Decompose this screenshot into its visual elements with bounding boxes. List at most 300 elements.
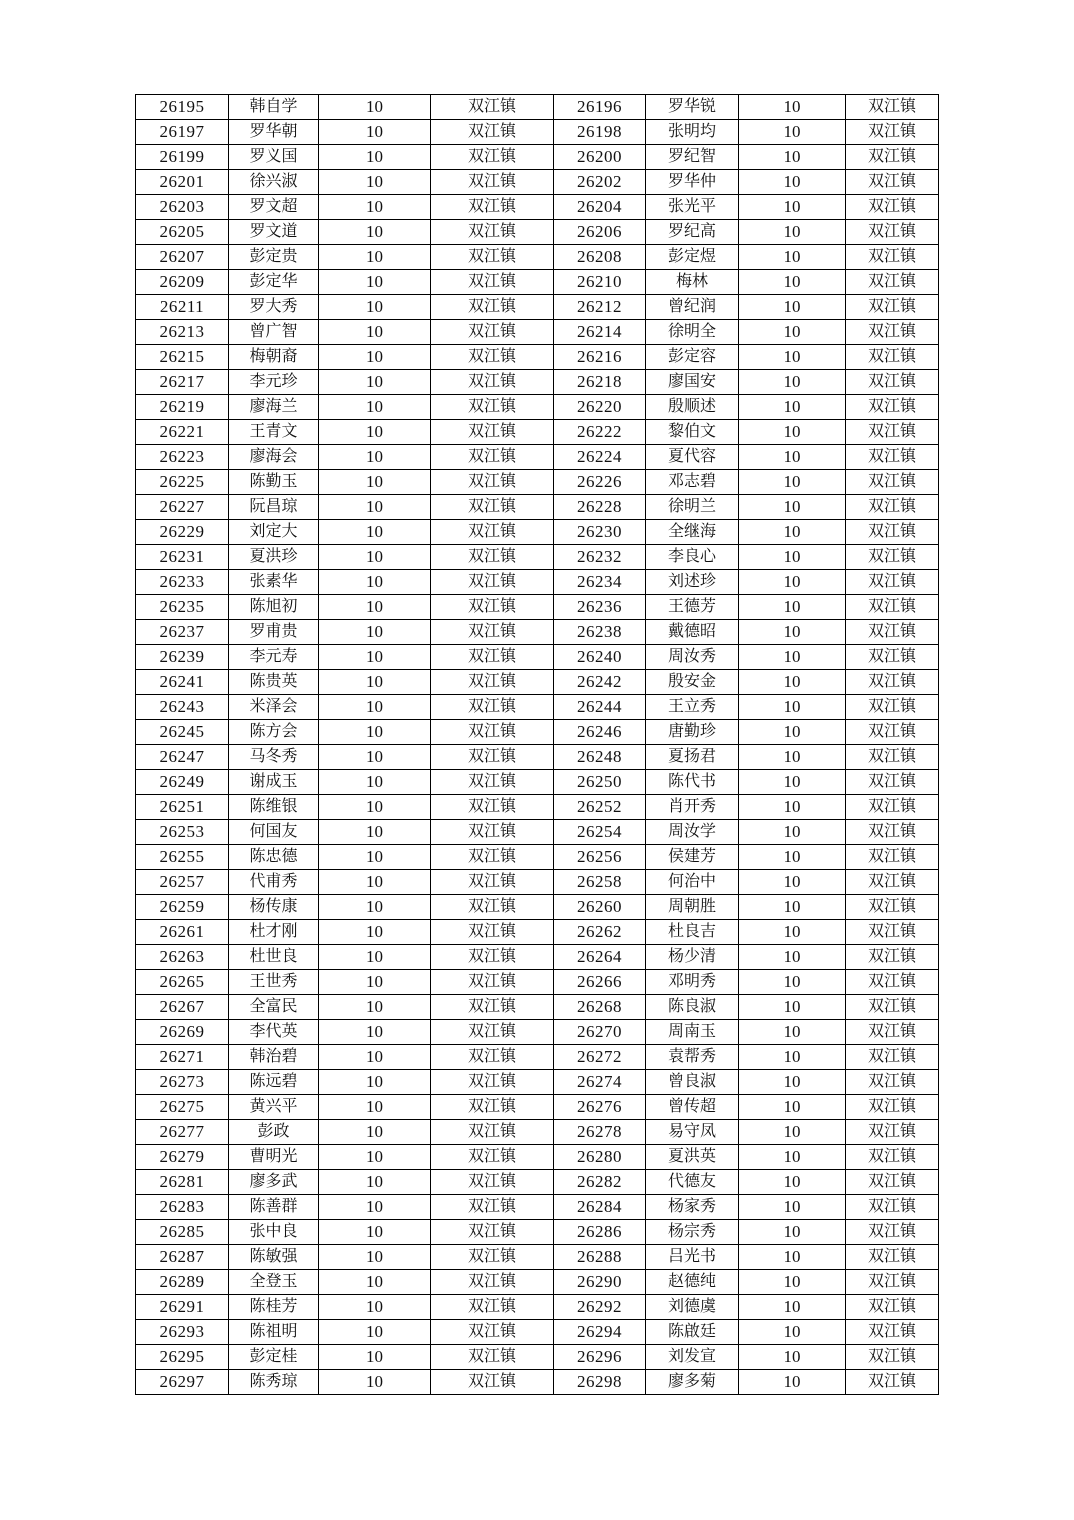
roster-table-body [136, 95, 939, 1395]
cell-id: 26297 [136, 1370, 229, 1395]
table-row [136, 945, 939, 970]
cell-amount: 10 [739, 820, 846, 845]
cell-amount: 10 [739, 245, 846, 270]
cell-town: 双江镇 [431, 345, 554, 370]
cell-id: 26196 [554, 95, 646, 120]
cell-amount: 10 [739, 1145, 846, 1170]
cell-name: 陈桂芳 [229, 1295, 319, 1320]
cell-id: 26249 [136, 770, 229, 795]
table-row [136, 195, 939, 220]
cell-name: 梅林 [646, 270, 739, 295]
cell-id: 26217 [136, 370, 229, 395]
cell-id: 26199 [136, 145, 229, 170]
cell-id: 26254 [554, 820, 646, 845]
cell-id: 26269 [136, 1020, 229, 1045]
table-row [136, 245, 939, 270]
cell-town: 双江镇 [846, 870, 939, 895]
cell-name: 罗纪智 [646, 145, 739, 170]
cell-name: 陈勤玉 [229, 470, 319, 495]
cell-name: 罗华仲 [646, 170, 739, 195]
cell-town: 双江镇 [846, 395, 939, 420]
table-row [136, 520, 939, 545]
cell-id: 26257 [136, 870, 229, 895]
cell-name: 王德芳 [646, 595, 739, 620]
cell-name: 杜才刚 [229, 920, 319, 945]
cell-id: 26256 [554, 845, 646, 870]
cell-town: 双江镇 [846, 1295, 939, 1320]
cell-amount: 10 [739, 145, 846, 170]
cell-name: 戴德昭 [646, 620, 739, 645]
cell-town: 双江镇 [846, 670, 939, 695]
cell-name: 邓明秀 [646, 970, 739, 995]
cell-amount: 10 [319, 370, 431, 395]
cell-town: 双江镇 [846, 470, 939, 495]
cell-name: 刘述珍 [646, 570, 739, 595]
cell-name: 米泽会 [229, 695, 319, 720]
cell-amount: 10 [319, 1220, 431, 1245]
cell-town: 双江镇 [431, 1095, 554, 1120]
cell-id: 26234 [554, 570, 646, 595]
cell-amount: 10 [319, 1270, 431, 1295]
cell-town: 双江镇 [431, 870, 554, 895]
cell-name: 刘定大 [229, 520, 319, 545]
cell-id: 26231 [136, 545, 229, 570]
cell-town: 双江镇 [431, 1220, 554, 1245]
cell-name: 周汝学 [646, 820, 739, 845]
cell-id: 26203 [136, 195, 229, 220]
cell-amount: 10 [319, 995, 431, 1020]
cell-amount: 10 [739, 545, 846, 570]
cell-town: 双江镇 [431, 620, 554, 645]
table-row [136, 595, 939, 620]
cell-name: 彭定贵 [229, 245, 319, 270]
cell-name: 全登玉 [229, 1270, 319, 1295]
cell-town: 双江镇 [431, 595, 554, 620]
cell-town: 双江镇 [846, 795, 939, 820]
cell-id: 26230 [554, 520, 646, 545]
cell-id: 26216 [554, 345, 646, 370]
cell-amount: 10 [739, 995, 846, 1020]
cell-amount: 10 [739, 120, 846, 145]
cell-town: 双江镇 [846, 520, 939, 545]
cell-id: 26237 [136, 620, 229, 645]
table-row [136, 445, 939, 470]
cell-town: 双江镇 [431, 895, 554, 920]
cell-name: 夏洪珍 [229, 545, 319, 570]
cell-town: 双江镇 [431, 545, 554, 570]
cell-amount: 10 [319, 945, 431, 970]
table-row [136, 1045, 939, 1070]
cell-name: 陈旭初 [229, 595, 319, 620]
cell-town: 双江镇 [431, 270, 554, 295]
cell-id: 26282 [554, 1170, 646, 1195]
cell-name: 杨家秀 [646, 1195, 739, 1220]
cell-name: 李元寿 [229, 645, 319, 670]
cell-amount: 10 [319, 1370, 431, 1395]
roster-table [135, 94, 939, 1395]
cell-id: 26278 [554, 1120, 646, 1145]
table-row [136, 220, 939, 245]
cell-town: 双江镇 [431, 95, 554, 120]
cell-name: 杨宗秀 [646, 1220, 739, 1245]
cell-id: 26245 [136, 720, 229, 745]
table-row [136, 1095, 939, 1120]
cell-name: 徐明全 [646, 320, 739, 345]
cell-name: 张素华 [229, 570, 319, 595]
cell-name: 彭定华 [229, 270, 319, 295]
cell-id: 26214 [554, 320, 646, 345]
cell-id: 26248 [554, 745, 646, 770]
cell-town: 双江镇 [431, 570, 554, 595]
cell-name: 张明均 [646, 120, 739, 145]
cell-name: 罗华锐 [646, 95, 739, 120]
cell-amount: 10 [739, 945, 846, 970]
cell-id: 26209 [136, 270, 229, 295]
cell-amount: 10 [319, 695, 431, 720]
cell-id: 26288 [554, 1245, 646, 1270]
cell-amount: 10 [319, 395, 431, 420]
cell-town: 双江镇 [431, 1370, 554, 1395]
cell-amount: 10 [319, 495, 431, 520]
cell-amount: 10 [739, 1295, 846, 1320]
cell-name: 韩自学 [229, 95, 319, 120]
cell-id: 26261 [136, 920, 229, 945]
cell-amount: 10 [319, 920, 431, 945]
cell-name: 徐明兰 [646, 495, 739, 520]
cell-name: 易守凤 [646, 1120, 739, 1145]
cell-id: 26279 [136, 1145, 229, 1170]
cell-town: 双江镇 [846, 120, 939, 145]
cell-town: 双江镇 [846, 595, 939, 620]
cell-id: 26273 [136, 1070, 229, 1095]
cell-name: 张光平 [646, 195, 739, 220]
table-row [136, 1145, 939, 1170]
cell-name: 廖多菊 [646, 1370, 739, 1395]
cell-town: 双江镇 [846, 1095, 939, 1120]
cell-town: 双江镇 [846, 920, 939, 945]
cell-id: 26224 [554, 445, 646, 470]
cell-id: 26258 [554, 870, 646, 895]
cell-name: 代德友 [646, 1170, 739, 1195]
cell-id: 26204 [554, 195, 646, 220]
cell-town: 双江镇 [431, 1270, 554, 1295]
cell-amount: 10 [739, 395, 846, 420]
cell-id: 26274 [554, 1070, 646, 1095]
cell-amount: 10 [739, 1370, 846, 1395]
cell-id: 26283 [136, 1195, 229, 1220]
cell-town: 双江镇 [431, 495, 554, 520]
table-row [136, 495, 939, 520]
cell-amount: 10 [739, 845, 846, 870]
cell-town: 双江镇 [431, 745, 554, 770]
cell-id: 26270 [554, 1020, 646, 1045]
cell-town: 双江镇 [846, 745, 939, 770]
table-row [136, 370, 939, 395]
table-row [136, 295, 939, 320]
cell-town: 双江镇 [431, 845, 554, 870]
cell-amount: 10 [739, 770, 846, 795]
cell-name: 周汝秀 [646, 645, 739, 670]
cell-amount: 10 [319, 170, 431, 195]
cell-amount: 10 [739, 495, 846, 520]
cell-town: 双江镇 [846, 495, 939, 520]
cell-town: 双江镇 [846, 1145, 939, 1170]
cell-id: 26260 [554, 895, 646, 920]
cell-id: 26247 [136, 745, 229, 770]
table-row [136, 620, 939, 645]
cell-amount: 10 [319, 1095, 431, 1120]
cell-id: 26202 [554, 170, 646, 195]
cell-amount: 10 [319, 595, 431, 620]
table-row [136, 320, 939, 345]
cell-amount: 10 [739, 1045, 846, 1070]
table-row [136, 745, 939, 770]
cell-name: 彭定容 [646, 345, 739, 370]
cell-id: 26228 [554, 495, 646, 520]
cell-town: 双江镇 [846, 1170, 939, 1195]
cell-amount: 10 [319, 645, 431, 670]
cell-town: 双江镇 [431, 420, 554, 445]
table-row [136, 345, 939, 370]
cell-town: 双江镇 [431, 445, 554, 470]
cell-id: 26251 [136, 795, 229, 820]
cell-amount: 10 [739, 695, 846, 720]
cell-name: 肖开秀 [646, 795, 739, 820]
table-row [136, 470, 939, 495]
cell-amount: 10 [319, 195, 431, 220]
table-row [136, 1320, 939, 1345]
table-row [136, 1120, 939, 1145]
cell-amount: 10 [739, 95, 846, 120]
cell-town: 双江镇 [846, 170, 939, 195]
cell-town: 双江镇 [431, 995, 554, 1020]
cell-id: 26218 [554, 370, 646, 395]
table-row [136, 145, 939, 170]
cell-name: 刘德虞 [646, 1295, 739, 1320]
cell-town: 双江镇 [846, 1320, 939, 1345]
cell-amount: 10 [319, 220, 431, 245]
cell-name: 陈秀琼 [229, 1370, 319, 1395]
cell-town: 双江镇 [846, 245, 939, 270]
cell-town: 双江镇 [846, 370, 939, 395]
cell-town: 双江镇 [846, 770, 939, 795]
cell-id: 26290 [554, 1270, 646, 1295]
cell-id: 26206 [554, 220, 646, 245]
cell-id: 26229 [136, 520, 229, 545]
cell-name: 陈啟廷 [646, 1320, 739, 1345]
table-row [136, 270, 939, 295]
cell-name: 李元珍 [229, 370, 319, 395]
cell-name: 王立秀 [646, 695, 739, 720]
cell-name: 廖多武 [229, 1170, 319, 1195]
cell-name: 黎伯文 [646, 420, 739, 445]
cell-town: 双江镇 [431, 370, 554, 395]
cell-id: 26227 [136, 495, 229, 520]
cell-name: 罗纪高 [646, 220, 739, 245]
cell-town: 双江镇 [846, 545, 939, 570]
cell-id: 26201 [136, 170, 229, 195]
cell-amount: 10 [319, 870, 431, 895]
cell-town: 双江镇 [431, 295, 554, 320]
cell-town: 双江镇 [846, 320, 939, 345]
cell-town: 双江镇 [431, 720, 554, 745]
cell-amount: 10 [319, 470, 431, 495]
cell-name: 曾良淑 [646, 1070, 739, 1095]
cell-amount: 10 [319, 270, 431, 295]
table-row [136, 1220, 939, 1245]
cell-amount: 10 [739, 170, 846, 195]
cell-id: 26212 [554, 295, 646, 320]
cell-name: 彭定煜 [646, 245, 739, 270]
cell-town: 双江镇 [846, 95, 939, 120]
cell-town: 双江镇 [431, 1295, 554, 1320]
table-row [136, 1295, 939, 1320]
cell-amount: 10 [319, 445, 431, 470]
cell-name: 袁帮秀 [646, 1045, 739, 1070]
cell-name: 何治中 [646, 870, 739, 895]
cell-id: 26241 [136, 670, 229, 695]
cell-id: 26285 [136, 1220, 229, 1245]
cell-name: 杜良吉 [646, 920, 739, 945]
cell-amount: 10 [319, 795, 431, 820]
cell-id: 26222 [554, 420, 646, 445]
cell-amount: 10 [739, 1020, 846, 1045]
cell-town: 双江镇 [431, 670, 554, 695]
cell-town: 双江镇 [431, 645, 554, 670]
cell-id: 26252 [554, 795, 646, 820]
cell-amount: 10 [319, 570, 431, 595]
cell-amount: 10 [319, 720, 431, 745]
cell-name: 韩治碧 [229, 1045, 319, 1070]
cell-id: 26267 [136, 995, 229, 1020]
cell-name: 马冬秀 [229, 745, 319, 770]
cell-town: 双江镇 [846, 1070, 939, 1095]
cell-name: 殷安金 [646, 670, 739, 695]
cell-name: 夏代容 [646, 445, 739, 470]
cell-name: 陈敏强 [229, 1245, 319, 1270]
cell-amount: 10 [739, 645, 846, 670]
cell-town: 双江镇 [846, 895, 939, 920]
cell-town: 双江镇 [846, 295, 939, 320]
table-row [136, 995, 939, 1020]
table-row [136, 770, 939, 795]
table-row [136, 570, 939, 595]
cell-town: 双江镇 [431, 1195, 554, 1220]
cell-name: 罗华朝 [229, 120, 319, 145]
cell-amount: 10 [739, 420, 846, 445]
cell-town: 双江镇 [431, 945, 554, 970]
cell-town: 双江镇 [431, 820, 554, 845]
cell-town: 双江镇 [846, 345, 939, 370]
cell-amount: 10 [739, 220, 846, 245]
cell-name: 刘发宣 [646, 1345, 739, 1370]
cell-amount: 10 [319, 845, 431, 870]
cell-town: 双江镇 [846, 1195, 939, 1220]
cell-name: 曾纪润 [646, 295, 739, 320]
table-row [136, 395, 939, 420]
cell-id: 26239 [136, 645, 229, 670]
cell-id: 26271 [136, 1045, 229, 1070]
cell-town: 双江镇 [431, 770, 554, 795]
cell-id: 26205 [136, 220, 229, 245]
cell-id: 26253 [136, 820, 229, 845]
cell-amount: 10 [739, 470, 846, 495]
cell-amount: 10 [739, 1320, 846, 1345]
cell-name: 何国友 [229, 820, 319, 845]
cell-amount: 10 [739, 670, 846, 695]
cell-name: 罗大秀 [229, 295, 319, 320]
cell-town: 双江镇 [846, 570, 939, 595]
cell-town: 双江镇 [846, 945, 939, 970]
cell-amount: 10 [319, 1345, 431, 1370]
cell-id: 26244 [554, 695, 646, 720]
cell-town: 双江镇 [846, 695, 939, 720]
table-row [136, 870, 939, 895]
cell-amount: 10 [319, 545, 431, 570]
cell-amount: 10 [319, 145, 431, 170]
table-row [136, 1170, 939, 1195]
cell-id: 26236 [554, 595, 646, 620]
cell-town: 双江镇 [846, 1220, 939, 1245]
cell-id: 26255 [136, 845, 229, 870]
cell-town: 双江镇 [431, 120, 554, 145]
cell-town: 双江镇 [846, 720, 939, 745]
cell-id: 26263 [136, 945, 229, 970]
cell-id: 26197 [136, 120, 229, 145]
cell-town: 双江镇 [431, 1045, 554, 1070]
cell-town: 双江镇 [431, 520, 554, 545]
cell-name: 唐勤珍 [646, 720, 739, 745]
cell-amount: 10 [319, 745, 431, 770]
cell-name: 张中良 [229, 1220, 319, 1245]
cell-town: 双江镇 [431, 1320, 554, 1345]
cell-amount: 10 [739, 1170, 846, 1195]
cell-id: 26232 [554, 545, 646, 570]
cell-amount: 10 [739, 1095, 846, 1120]
cell-name: 谢成玉 [229, 770, 319, 795]
cell-amount: 10 [319, 295, 431, 320]
cell-name: 阮昌琼 [229, 495, 319, 520]
cell-name: 周南玉 [646, 1020, 739, 1045]
cell-id: 26242 [554, 670, 646, 695]
cell-id: 26294 [554, 1320, 646, 1345]
cell-name: 陈远碧 [229, 1070, 319, 1095]
table-row [136, 970, 939, 995]
cell-amount: 10 [319, 970, 431, 995]
cell-id: 26243 [136, 695, 229, 720]
cell-name: 夏扬君 [646, 745, 739, 770]
cell-town: 双江镇 [846, 645, 939, 670]
cell-town: 双江镇 [846, 220, 939, 245]
table-row [136, 820, 939, 845]
cell-id: 26210 [554, 270, 646, 295]
cell-id: 26226 [554, 470, 646, 495]
cell-id: 26289 [136, 1270, 229, 1295]
cell-name: 陈良淑 [646, 995, 739, 1020]
cell-id: 26262 [554, 920, 646, 945]
cell-name: 代甫秀 [229, 870, 319, 895]
cell-town: 双江镇 [431, 970, 554, 995]
cell-amount: 10 [319, 1295, 431, 1320]
cell-id: 26233 [136, 570, 229, 595]
cell-amount: 10 [319, 1145, 431, 1170]
cell-name: 陈维银 [229, 795, 319, 820]
cell-id: 26259 [136, 895, 229, 920]
cell-amount: 10 [739, 970, 846, 995]
cell-town: 双江镇 [431, 195, 554, 220]
cell-amount: 10 [739, 345, 846, 370]
cell-amount: 10 [739, 1070, 846, 1095]
